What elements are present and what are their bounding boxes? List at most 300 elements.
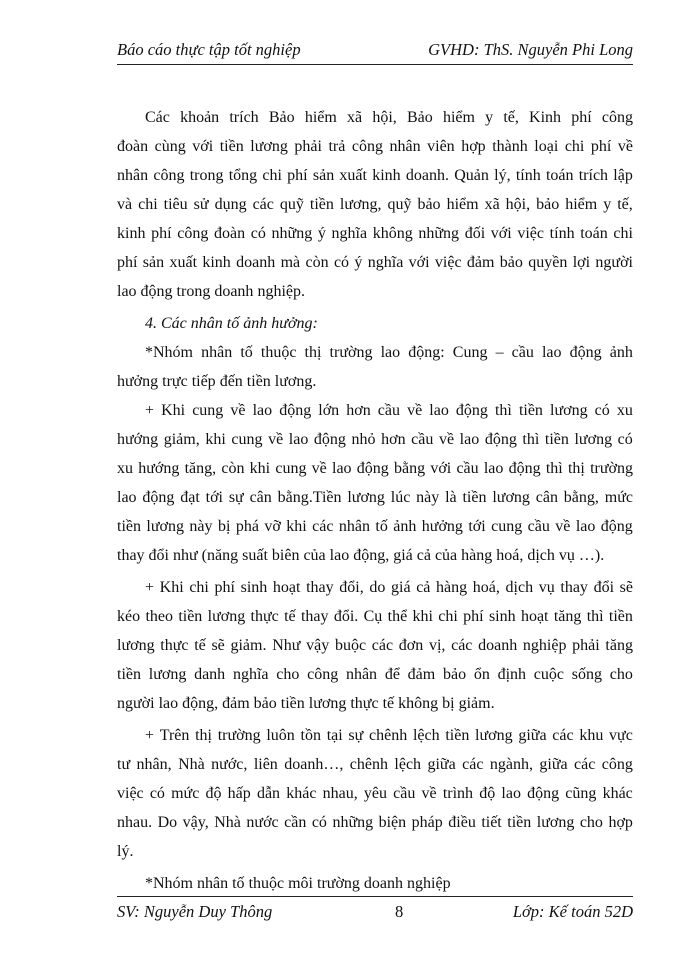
word: tiết xyxy=(481,814,502,831)
word: xuất xyxy=(169,254,198,271)
word: độ xyxy=(205,785,222,802)
word: về xyxy=(617,138,633,155)
word: cho xyxy=(276,666,300,683)
word: hoạt xyxy=(520,608,549,625)
word: nước, xyxy=(211,756,248,773)
word: tiền xyxy=(445,727,470,744)
text-line xyxy=(117,489,633,518)
word: động xyxy=(279,402,312,419)
word: cầu xyxy=(411,431,434,448)
word: đảm xyxy=(466,254,495,271)
word: giảm. xyxy=(458,695,495,712)
word: tiền xyxy=(219,138,244,155)
word: đơn xyxy=(398,637,424,654)
word: về xyxy=(230,402,246,419)
word: bị xyxy=(442,695,455,712)
word: lao xyxy=(575,518,596,535)
word: như xyxy=(173,547,198,564)
word: y xyxy=(603,196,612,213)
word: động xyxy=(313,431,346,448)
word: công xyxy=(307,666,339,683)
word: buộc xyxy=(334,637,367,654)
text-line xyxy=(117,283,633,312)
text-line xyxy=(117,109,633,138)
word: lao xyxy=(117,283,137,300)
word: tiền xyxy=(518,402,543,419)
word: thực xyxy=(250,608,279,625)
word: giữa xyxy=(427,756,456,773)
word: + xyxy=(145,579,155,596)
word: nhân xyxy=(190,315,223,332)
word: việc xyxy=(434,254,462,271)
word: môi xyxy=(288,875,313,892)
word: người xyxy=(117,695,155,712)
word: trích xyxy=(578,167,609,184)
word: lương xyxy=(574,431,613,448)
word: phải xyxy=(294,138,322,155)
word: Các xyxy=(161,315,187,332)
word: việc xyxy=(117,785,144,802)
word: còn xyxy=(305,254,329,271)
word: này xyxy=(416,489,440,506)
text-line xyxy=(117,608,633,637)
word: lương xyxy=(475,727,513,744)
word: thay xyxy=(306,579,334,596)
word: tổng xyxy=(228,167,258,184)
word: hơn xyxy=(346,402,371,419)
word: bị xyxy=(217,518,231,535)
word: bằng, xyxy=(563,489,599,506)
word: y xyxy=(485,109,494,126)
word: lao xyxy=(380,344,401,361)
word: doanh…, xyxy=(284,756,344,773)
word: chi xyxy=(564,138,585,155)
word: lý, xyxy=(494,167,511,184)
word: hiểm xyxy=(304,109,337,126)
word: cung xyxy=(231,431,263,448)
word: khi xyxy=(286,518,307,535)
word: tăng, xyxy=(184,460,217,477)
text-line xyxy=(117,756,633,785)
word: lao xyxy=(252,402,273,419)
word: về xyxy=(438,431,455,448)
word: sản xyxy=(142,254,165,271)
word: tiền xyxy=(507,814,532,831)
word: thay xyxy=(300,608,329,625)
word: lúc xyxy=(390,489,411,506)
word: của xyxy=(303,547,326,564)
word: Các xyxy=(145,109,170,126)
word: cân xyxy=(535,489,558,506)
word: suất xyxy=(242,547,268,564)
word: không xyxy=(398,695,439,712)
word: thị xyxy=(195,727,212,744)
word: dịch xyxy=(505,579,534,596)
word: giảm. xyxy=(230,637,267,654)
word: đảm xyxy=(407,666,436,683)
word: toán xyxy=(580,225,608,242)
word: nhân xyxy=(338,518,370,535)
text-line xyxy=(117,254,633,283)
word: đổi xyxy=(593,579,615,596)
word: các xyxy=(371,637,394,654)
word: yêu xyxy=(363,785,387,802)
word: + xyxy=(145,727,155,744)
word: nhân xyxy=(197,875,229,892)
text-line xyxy=(117,814,633,843)
word: trả xyxy=(328,138,346,155)
word: sự xyxy=(348,727,364,744)
word: hợp xyxy=(461,138,486,155)
word: động xyxy=(527,785,560,802)
word: cùng xyxy=(154,138,186,155)
word: và xyxy=(117,196,133,213)
word: phí xyxy=(151,225,172,242)
word: lương, xyxy=(339,196,382,213)
text-line xyxy=(117,637,633,666)
word: xã xyxy=(347,109,363,126)
word: cả xyxy=(416,547,431,564)
word: nhau, xyxy=(322,785,358,802)
word: tố xyxy=(226,315,240,332)
word: sẽ xyxy=(211,637,225,654)
word: trường xyxy=(329,344,373,361)
word: hướng xyxy=(138,460,180,477)
word: *Nhóm xyxy=(145,875,193,892)
word: về xyxy=(555,518,571,535)
word: thể xyxy=(387,608,408,625)
section-heading xyxy=(117,315,633,344)
word: tố xyxy=(240,344,253,361)
word: ý xyxy=(317,225,326,242)
word: phí xyxy=(590,138,612,155)
word: lao xyxy=(459,431,480,448)
word: hiểm xyxy=(442,109,475,126)
word: công xyxy=(153,167,185,184)
word: có xyxy=(250,225,266,242)
word: trình xyxy=(442,785,474,802)
word: phí xyxy=(463,608,484,625)
word: lao xyxy=(541,344,562,361)
word: Khi xyxy=(159,579,184,596)
word: trực xyxy=(162,373,188,390)
word: xã xyxy=(484,196,500,213)
word: thì xyxy=(494,402,512,419)
word: khu xyxy=(579,727,604,744)
word: mức xyxy=(171,785,200,802)
word: giữa xyxy=(518,727,547,744)
word: khi xyxy=(412,608,433,625)
word: đảm xyxy=(222,695,250,712)
word: cầu xyxy=(511,344,534,361)
text-line xyxy=(117,402,633,431)
word: thực xyxy=(350,695,379,712)
word: động xyxy=(356,460,389,477)
word: tố xyxy=(375,518,388,535)
word: ổn xyxy=(473,666,490,683)
word: tính xyxy=(515,167,541,184)
word: cầu xyxy=(527,518,550,535)
word: đối xyxy=(464,225,486,242)
word: cầu xyxy=(377,402,400,419)
word: Kinh xyxy=(529,109,562,126)
word: chi xyxy=(138,196,158,213)
word: lao xyxy=(329,547,350,564)
word: biện xyxy=(378,814,407,831)
word: động xyxy=(600,518,633,535)
word: độ xyxy=(479,785,496,802)
word: Cung xyxy=(452,344,488,361)
word: tiền xyxy=(280,695,305,712)
word: điều xyxy=(448,814,476,831)
word: hội, xyxy=(505,196,531,213)
word: lớn xyxy=(318,402,340,419)
word: vậy xyxy=(306,637,330,654)
word: Như xyxy=(272,637,301,654)
word: lương xyxy=(492,489,530,506)
word: Cụ xyxy=(363,608,383,625)
word: động xyxy=(140,283,173,300)
word: sống xyxy=(571,666,602,683)
word: sản xyxy=(312,167,335,184)
text-line xyxy=(117,138,633,167)
word: các xyxy=(552,727,574,744)
word: thị xyxy=(304,344,322,361)
word: tồn xyxy=(300,727,321,744)
word: khác xyxy=(602,785,633,802)
word: tiền xyxy=(309,196,334,213)
word: nghĩa xyxy=(331,225,368,242)
word: hoạt xyxy=(272,579,301,596)
word: tại xyxy=(326,727,343,744)
word: phải xyxy=(572,637,600,654)
word: lương xyxy=(146,518,184,535)
word: xu xyxy=(117,460,133,477)
word: tăng xyxy=(553,608,582,625)
word: xu xyxy=(616,402,633,419)
text-line xyxy=(117,196,633,225)
word: tăng xyxy=(605,637,633,654)
word: tiêu xyxy=(163,196,188,213)
word: lương xyxy=(347,489,385,506)
word: nhân xyxy=(117,167,149,184)
word: danh xyxy=(194,666,226,683)
word: sự xyxy=(228,489,244,506)
word: của xyxy=(434,547,458,564)
text-line xyxy=(117,167,633,196)
word: nước xyxy=(246,814,279,831)
word: tính xyxy=(549,225,575,242)
word: đổi xyxy=(148,547,169,564)
word: trong xyxy=(176,283,211,300)
word: tế xyxy=(284,608,296,625)
word: này xyxy=(189,518,213,535)
word: để xyxy=(384,666,400,683)
word: động xyxy=(142,489,175,506)
word: nghiệp xyxy=(522,637,567,654)
word: tiếp xyxy=(191,373,216,390)
word: tiền xyxy=(544,431,569,448)
word: trường xyxy=(317,875,360,892)
word: lệch xyxy=(394,756,422,773)
word: về xyxy=(407,402,423,419)
word: phí xyxy=(214,579,235,596)
word: vực xyxy=(609,727,633,744)
word: ảnh xyxy=(393,518,417,535)
word: còn xyxy=(221,460,245,477)
word: xuất xyxy=(339,167,367,184)
word: động xyxy=(569,344,602,361)
word: hoá, xyxy=(496,547,524,564)
word: Bảo xyxy=(268,109,295,126)
word: trường xyxy=(590,460,633,477)
word: bảo xyxy=(253,695,277,712)
word: công xyxy=(601,756,633,773)
word: công xyxy=(351,138,383,155)
word: cung xyxy=(275,460,307,477)
word: đến xyxy=(219,373,243,390)
text-line xyxy=(117,579,633,608)
word: phá xyxy=(235,518,259,535)
word: lương xyxy=(207,608,246,625)
word: về xyxy=(421,785,437,802)
word: động, xyxy=(182,695,219,712)
word: vụ xyxy=(538,579,555,596)
text-line xyxy=(117,518,633,547)
word: với xyxy=(490,225,512,242)
word: quyền xyxy=(528,254,568,271)
word: nhân, xyxy=(136,756,172,773)
word: định xyxy=(497,666,527,683)
word: trường xyxy=(217,727,261,744)
word: *Nhóm xyxy=(145,344,193,361)
word: Do xyxy=(157,814,178,831)
word: thuộc xyxy=(260,344,297,361)
word: lương xyxy=(550,402,588,419)
word: hướng xyxy=(117,431,159,448)
word: về xyxy=(268,431,284,448)
word: bảo xyxy=(417,196,441,213)
word: – xyxy=(495,344,504,361)
word: giá xyxy=(391,579,411,596)
word: thì xyxy=(522,431,540,448)
word: có xyxy=(149,785,165,802)
word: bảo xyxy=(442,666,467,683)
word: công xyxy=(177,225,209,242)
word: hợp xyxy=(608,814,633,831)
word: đổi, xyxy=(339,579,364,596)
word: hơn xyxy=(381,431,406,448)
word: đoàn xyxy=(213,225,246,242)
word: khoản xyxy=(180,109,220,126)
word: vụ xyxy=(558,547,575,564)
word: nghiệp xyxy=(407,875,451,892)
word: cung xyxy=(491,518,523,535)
text-line xyxy=(117,666,633,695)
word: giữa xyxy=(539,756,568,773)
text-line xyxy=(117,695,633,724)
text-line xyxy=(117,843,633,872)
word: những xyxy=(332,814,374,831)
word: các xyxy=(462,756,484,773)
word: chênh xyxy=(369,727,408,744)
word: tới xyxy=(205,489,223,506)
body-text xyxy=(117,109,633,904)
word: sinh xyxy=(240,579,268,596)
word: tiền xyxy=(246,373,271,390)
word: cho xyxy=(579,814,603,831)
word: do xyxy=(369,579,386,596)
word: cuộc xyxy=(533,666,564,683)
word: tiền xyxy=(608,608,633,625)
word: doanh xyxy=(214,283,254,300)
text-line xyxy=(117,460,633,489)
word: thay xyxy=(560,579,588,596)
word: nhân xyxy=(389,138,421,155)
word: tới xyxy=(468,518,486,535)
word: với xyxy=(192,138,214,155)
word: lương xyxy=(308,695,347,712)
word: thuộc xyxy=(248,875,285,892)
word: sinh xyxy=(488,608,516,625)
word: cầu xyxy=(393,785,416,802)
word: công xyxy=(601,109,633,126)
word: động: xyxy=(408,344,445,361)
word: chênh xyxy=(349,756,388,773)
word: thay xyxy=(117,547,145,564)
header-advisor: GVHD: ThS. Nguyễn Phi Long xyxy=(428,40,633,59)
word: lương xyxy=(536,814,575,831)
word: theo xyxy=(145,608,173,625)
word: tố xyxy=(232,875,245,892)
word: 4. xyxy=(145,315,157,332)
word: (năng xyxy=(201,547,239,564)
word: bằng.Tiền xyxy=(277,489,342,506)
word: hấp xyxy=(227,785,251,802)
word: lao xyxy=(158,695,179,712)
word: hoá, xyxy=(472,579,500,596)
word: kéo xyxy=(117,608,141,625)
word: bảo xyxy=(499,254,523,271)
word: trong xyxy=(189,167,224,184)
word: động xyxy=(484,431,517,448)
word: bằng xyxy=(393,460,426,477)
word: cũng xyxy=(565,785,597,802)
word: luôn xyxy=(266,727,295,744)
word: sử xyxy=(193,196,209,213)
word: Trên xyxy=(159,727,190,744)
word: thành xyxy=(492,138,528,155)
word: những xyxy=(271,225,313,242)
word: lý. xyxy=(117,843,134,860)
word: chi xyxy=(613,225,633,242)
word: hưởng xyxy=(421,518,463,535)
word: liên xyxy=(253,756,278,773)
word: hội, xyxy=(372,109,397,126)
word: với xyxy=(408,254,430,271)
page-header xyxy=(117,38,633,65)
word: đoàn xyxy=(117,138,149,155)
word: doanh. xyxy=(405,167,449,184)
word: kinh xyxy=(202,254,231,271)
word: hàng xyxy=(461,547,493,564)
word: đạt xyxy=(180,489,200,506)
word: là xyxy=(445,489,457,506)
word: khi xyxy=(205,431,226,448)
word: có xyxy=(617,431,633,448)
word: doanh xyxy=(236,254,276,271)
word: mức xyxy=(604,489,633,506)
